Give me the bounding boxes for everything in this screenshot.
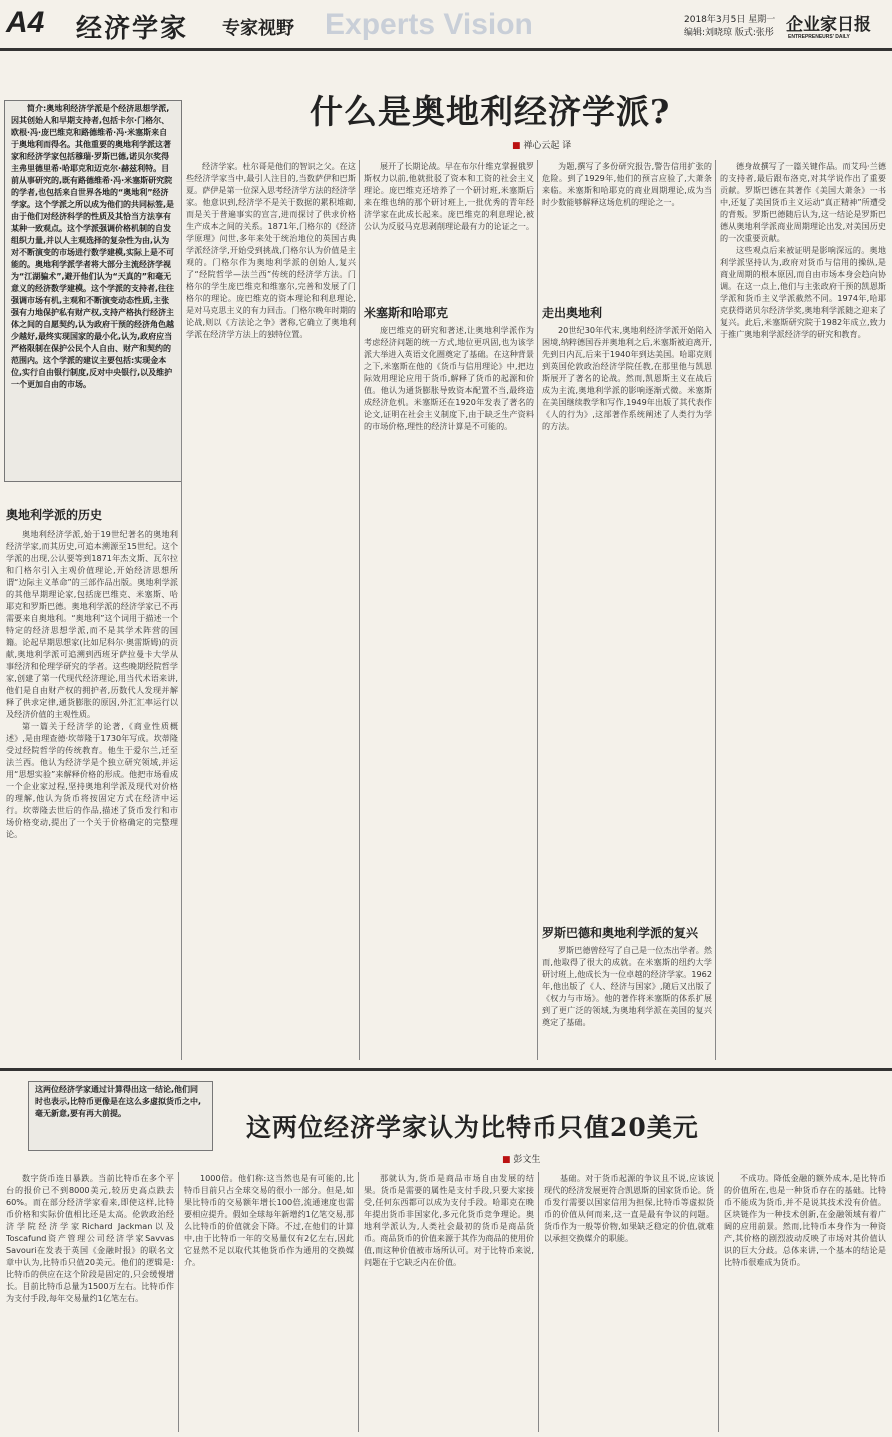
- article2-paragraph: 基础。对于货币起源的争议且不说,应该说现代的经济发展更符合凯恩斯的国家货币论。货币发行需要以国家信用为担保,比特币等虚拟货币的价值从何而来,这一直是最有争议的问题。货币作为一般等价物,如果缺乏稳定的价值,就难以承担交换媒介的职能。: [544, 1173, 714, 1243]
- article1-paragraph: 德身故撰写了一篇关键作品。而艾玛·兰德的支持者,最后跟布洛克,对其学说作出了重要贡献。罗斯巴德在其著作《美国大萧条》一书中,还复了美国货币主义运动“真正精神”所遭受的背叛。罗斯巴德随后认为,这一结论是罗斯巴德从奥地利学派商业周期理论出发,对美国历史的一次重要贡献。: [720, 161, 886, 243]
- article1-column-2: [186, 160, 356, 1062]
- article1-column-3a: [364, 160, 534, 300]
- article1-paragraph: 展开了长期论战。早在布尔什维克掌握俄罗斯权力以前,他就批驳了资本和工资的社会主义理论。庞巴维克还培养了一个研讨班,米塞斯后来在维也纳的那个研讨班上,一批优秀的青年经济学家在此成长起来。庞巴维克的利息理论,被公认为反驳马克思剥削理论最有力的论证之一。: [364, 161, 534, 231]
- article2-column-1: [6, 1172, 174, 1432]
- subhead-mises-hayek: 米塞斯和哈耶克: [364, 306, 449, 320]
- article1-paragraph: 经济学家。杜尔哥是他们的智识之父。在这些经济学家当中,最引人注目的,当数萨伊和巴斯夏。萨伊是第一位深入思考经济学方法的经济学家。他意识到,经济学不是关于数据的累积堆砌,而是关于普遍事实的宣言,进而探讨了供求价格生产成本之间的关系。1871年,门格尔的《经济学原理》问世,多年来处于统治地位的英国古典学派经济学,开始受到挑战,门格尔认为价值是主观的。门格尔作为奥地利学派的创始人,复兴了“经院哲学—法兰西”传统的经济学方法。门格尔的学生庞巴维克和维塞尔,完善和发展了门格尔的理论。庞巴维克的资本理论和利息理论,是对马克思主义的有力回击。门格尔晚年时期的论战,则以《方法论之争》著称,它确立了奥地利学派在经济学方法上的独特位置。: [186, 161, 356, 339]
- column-rule: [538, 1172, 539, 1432]
- article2-column-5: [724, 1172, 886, 1432]
- column-rule: [359, 160, 360, 1060]
- subhead-history: 奥地利学派的历史: [6, 508, 103, 522]
- article1-paragraph: 奥地利经济学派,始于19世纪著名的奥地利经济学家,而其历史,可追本溯源至15世纪。这个学派的出现,公认要等到1871年杰文斯、瓦尔拉和门格尔引入主观价值理论,开始经济思想所谓“边际主义革命”的三部作品出版。奥地利学派的其他早期理论家,包括庞巴维克、米塞斯、哈耶克和罗斯巴德。奥地利学派的经济学家已不再需要来自奥地利。“奥地利”这个词用于描述一个特定的经济思想学派,而不是其学术阵营的国籍。论起早期思想家(比如尼科尔·奥雷斯姆)的贡献,奥地利学派可追溯到西班牙萨拉曼卡大学从事经济和伦理学研究的学者。这些晚期经院哲学家,创建了第一代现代经济理论,用当代术语来讲,他们是自由财产权的拥护者,历数代人发现并解释了供求定律,通货膨胀的原因,外汇汇率运行以及经济价值的主观性质。: [6, 529, 178, 719]
- article2-intro: 这两位经济学家通过计算得出这一结论,他们同时也表示,比特币更像是在这么多虚拟货币之中,毫无新意,要有再大前提。: [28, 1081, 213, 1151]
- article2-byline: ■ 彭文生: [502, 1152, 540, 1165]
- article2-paragraph: 1000倍。他们称:这当然也是有可能的,比特币目前只占全球交易的很小一部分。但是,如果比特币的交易额年增长100倍,流通速度也需要相应提升。假如全球每年新增约1亿笔交易,那么比特币的价值就会下降。不过,在他们的计算中,由于比特币一年的交易量仅有2亿左右,因此它显然不足以取代其他货币作为通用的交换媒介。: [184, 1173, 354, 1267]
- issue-date: 2018年3月5日 星期一: [684, 15, 776, 25]
- article2-column-4: [544, 1172, 714, 1432]
- article2-column-2: [184, 1172, 354, 1432]
- section-title-english: Experts Vision: [325, 8, 533, 41]
- column-rule: [537, 160, 538, 1060]
- article2-paragraph: 不成功。降低金融的额外成本,是比特币的价值所在,也是一种货币存在的基础。比特币不能成为货币,并不是说其技术没有价值。区块链作为一种技术创新,在金融领域有着广阔的应用前景。然而,比特币本身作为一种资产,其价格的剧烈波动反映了市场对其价值认识的巨大分歧。总体来讲,一个基本的结论是比特币很难成为货币。: [724, 1173, 886, 1267]
- column-rule: [181, 160, 182, 1060]
- article1-title: 什么是奥地利经济学派?: [310, 92, 671, 131]
- article1-paragraph: 庞巴维克的研究和著述,让奥地利学派作为考虑经济问题的统一方式,地位更巩固,也为该学派大举进入英语文化圈奠定了基础。在这种背景之下,米塞斯在他的《货币与信用理论》中,把边际效用理论应用于货币,解释了货币的起源和价值。他认为通货膨胀导致资本配置不当,最终造成经济危机。米塞斯还在1920年发表了著名的论文,证明在社会主义制度下,由于缺乏生产资料的市场价格,理性的经济计算是不可能的。: [364, 325, 534, 431]
- column-rule: [718, 1172, 719, 1432]
- brand-name-english: ENTREPRENEURS' DAILY: [788, 34, 850, 40]
- issue-info: [684, 14, 775, 40]
- column-rule: [715, 160, 716, 1060]
- column-rule: [358, 1172, 359, 1432]
- subhead-rothbard-revival: 罗斯巴德和奥地利学派的复兴: [542, 926, 699, 940]
- article1-column-5: [720, 160, 886, 1062]
- section-title: 专家视野: [222, 18, 294, 39]
- article1-paragraph: 为题,撰写了多份研究报告,警告信用扩张的危险。到了1929年,他们的预言应验了,大萧条来临。米塞斯和哈耶克的商业周期理论,成为当时少数能够解释这场危机的理论之一。: [542, 161, 712, 207]
- article1-column-1: [6, 528, 178, 1062]
- article1-paragraph: 20世纪30年代末,奥地利经济学派开始陷入困境,纳粹德国吞并奥地利之后,米塞斯被迫离开,先到日内瓦,后来于1940年到达美国。哈耶克则到英国伦敦政治经济学院任教,在那里他与凯恩斯展开了著名的论战。然而,凯恩斯主义在战后成为主流,奥地利学派的影响逐渐式微。米塞斯在美国继续教学和写作,1949年出版了其代表作《人的行为》,这部著作系统阐述了人类行为学的方法。: [542, 325, 712, 431]
- paper-name: 经济学家: [76, 14, 189, 44]
- article2-column-3: [364, 1172, 534, 1432]
- subhead-leave-austria: 走出奥地利: [542, 306, 603, 320]
- article1-paragraph: 罗斯巴德曾经写了自己是一位杰出学者。然而,他取得了很大的成就。在米塞斯的纽约大学研讨班上,他成长为一位卓越的经济学家。1962年,他出版了《人、经济与国家》,随后又出版了《权力与市场》。他的著作将米塞斯的体系扩展到了更广泛的领域,为奥地利学派在美国的复兴奠定了基础。: [542, 945, 712, 1027]
- issue-editors: 编辑:刘晓琼 版式:张彤: [684, 28, 774, 38]
- article1-column-4a: [542, 160, 712, 300]
- article1-byline: ■ 禅心云起 译: [512, 138, 571, 151]
- article1-column-3b: [364, 324, 534, 1062]
- article2-paragraph: 那就认为,货币是商品市场自由发展的结果。货币是需要的属性是支付手段,只要大家接受,任何东西都可以成为支付手段。哈耶克在晚年提出货币非国家化,多元化货币竞争理论。奥地利学派认为,人类社会最初的货币是商品货币。商品货币的价值来源于其作为商品的使用价值,而这种价值被市场所认可。对于比特币来说,问题在于它缺乏内在价值。: [364, 1173, 534, 1267]
- article1-column-4b: [542, 324, 712, 914]
- article1-paragraph: 这些观点后来被证明是影响深远的。奥地利学派坚持认为,政府对货币与信用的操纵,是商业周期的根本原因,而自由市场本身会趋向协调。在这一点上,他们与主张政府干预的凯恩斯学派和货币主义学派截然不同。1974年,哈耶克获得诺贝尔经济学奖,奥地利学派随之迎来了复兴。此后,米塞斯研究院于1982年成立,致力于推广奥地利学派经济学的研究和教育。: [720, 245, 886, 339]
- article1-column-4c: [542, 944, 712, 1062]
- page-number: A4: [6, 6, 45, 39]
- masthead: [0, 0, 892, 51]
- article1-intro: 简介:奥地利经济学派是个经济思想学派,因其创始人和早期支持者,包括卡尔·门格尔、欧根·冯·庞巴维克和路德维希·冯·米塞斯来自于奥地利而得名。其他重要的奥地利学派这著家和经济学家包括穆瑞·罗斯巴德,诺贝尔奖得主弗里德里希·哈耶克和迈克尔·赫兹利特。目前从事研究的,既有路德维希·冯·米塞斯研究院的学者,也包括来自世界各地的“奥地利”经济学家。这个学派之所以成为他们的共同标签,是由于他们对经济科学的性质及其恰当方法享有某种一致观点。这个学派强调价格机制的自发组织力量,并以人主观选择的复杂性为由,认为对不断演变的市场进行数学建模,实际上是不可能的。奥地利学派学者将大部分主流经济学视为“江湖骗术”,避开他们认为“天真的”和毫无意义的经济数学建模。这个学派的支持者,往往强调市场有机,主观和不断演变动态性质,主张强有力地保护私有财产权,支持产格执行经济主体之间的自愿契约,认为政府干预的经济角色越少越好,最终实现国家的最小化,认为,政府应当严格限制在保护公民个人自由、财产和契约的范围内。这个学派的建议主要包括:实现金本位,实行自由银行制度,反对中央银行,以及维护一个更加自由的市场。: [11, 104, 175, 389]
- article1-paragraph: 第一篇关于经济学的论著,《商业性质概述》,是由理查德·坎蒂隆于1730年写成。坎蒂隆受过经院哲学的传统教育。他生于爱尔兰,迁至法兰西。他认为经济学是个独立研究领域,并运用“思想实验”来解释价格的形成。他把市场看成一个企业家过程,坚持奥地利学派及现代对价格的理解,他认为货币将按固定方式在经济中运行。坎蒂隆去世后的作品,描述了货币发行和市场价格变动,提出了一个关于价格确定的完整理论。: [6, 721, 178, 839]
- article1-intro-box: [4, 100, 182, 482]
- column-rule: [178, 1172, 179, 1432]
- article-divider: [0, 1068, 892, 1071]
- article2-paragraph: 数字货币连日暴跌。当前比特币在多个平台的报价已不到8000美元,较历史高点跌去60%。而在部分经济学家看来,即使这样,比特币价格和实际价值相比还是太高。伦敦政治经济学院经济学家Richard Jackman以及Toscafund资产管理公司经济学家Savvas Savouri在发表于英国《金融时报》的联名文章中认为,比特币只值20美元。他们的逻辑是:比特币的供应在这个阶段是固定的,只会缓慢增长。目前比特币总量为1500万左右。比特币作为支付手段,每年交易量约1亿笔左右。: [6, 1173, 174, 1303]
- brand-name: 企业家日报: [786, 15, 871, 35]
- article2-title: 这两位经济学家认为比特币只值20美元: [246, 1113, 699, 1142]
